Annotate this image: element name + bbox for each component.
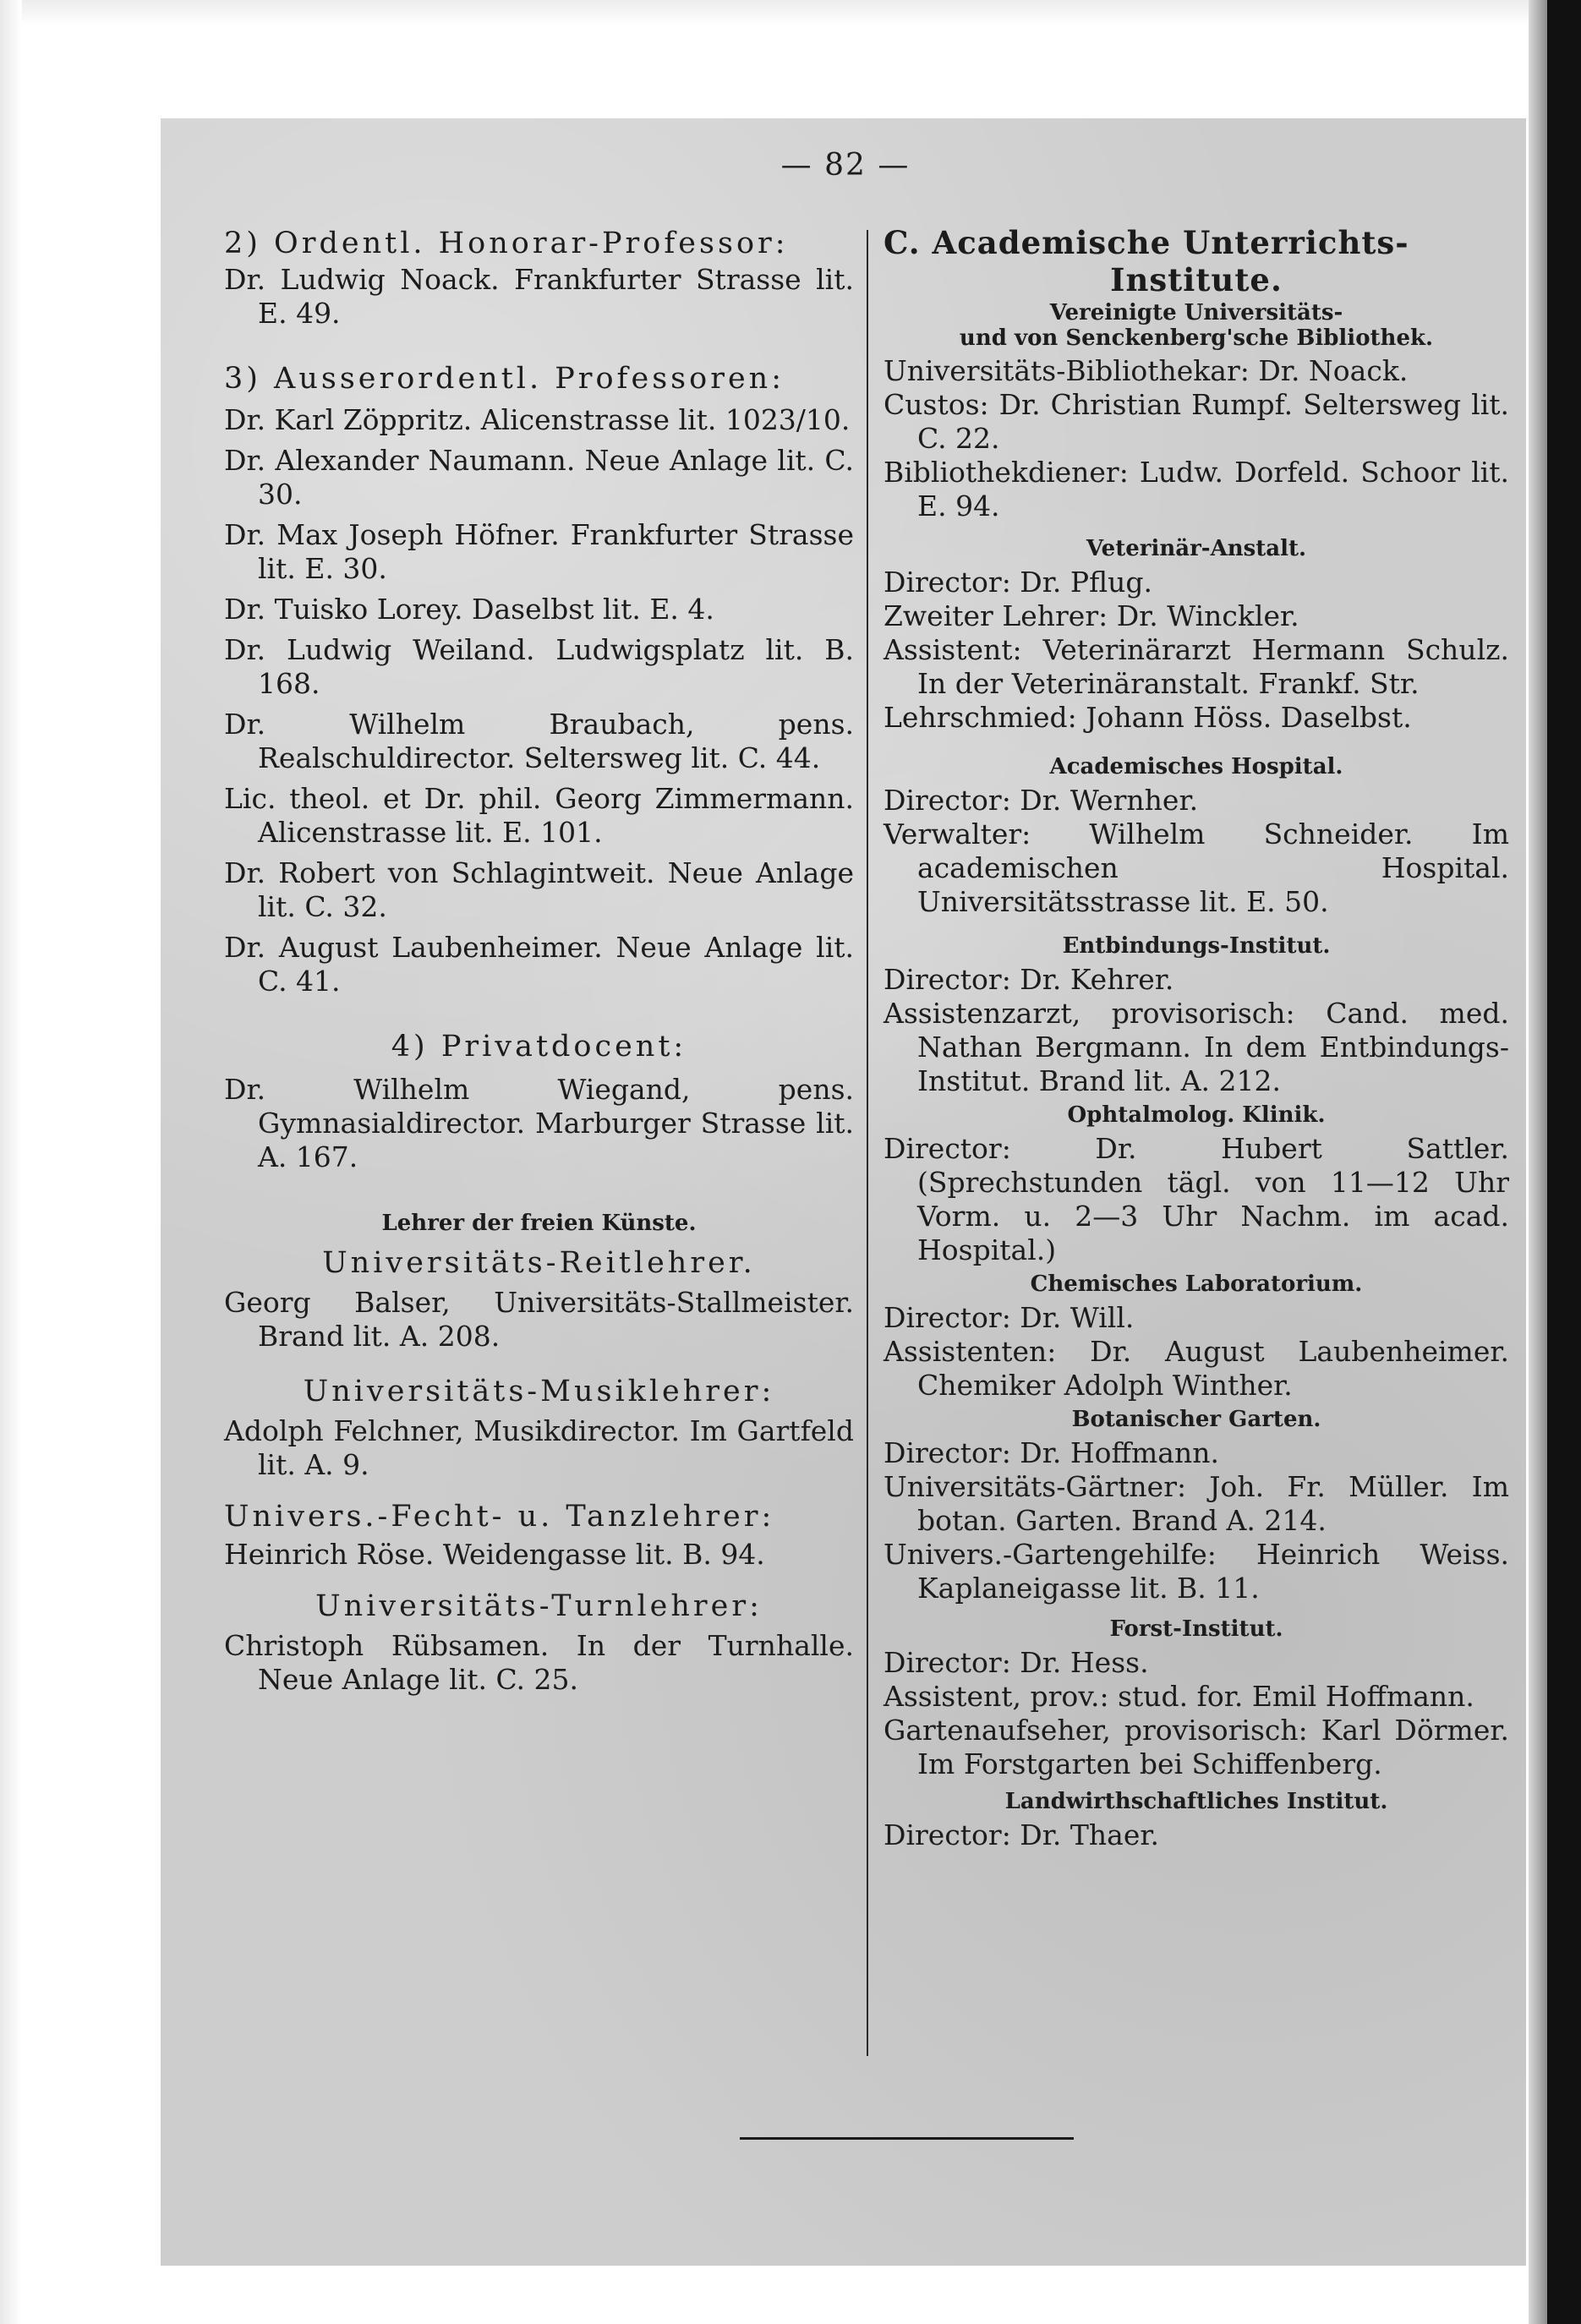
entry: Director: Dr. Pflug.: [884, 566, 1152, 599]
entry: Assistenzarzt, provisorisch: Cand. med. Nathan Bergmann. In dem Entbindungs-Institut. Brand lit. A. 212.: [884, 997, 1509, 1097]
entry: Dr. Tuisko Lorey. Daselbst lit. E. 4.: [224, 593, 714, 626]
veterinary-list: [884, 566, 1509, 735]
section-extraordinary-professors-heading: 3) Ausserordentl. Professoren:: [224, 362, 785, 396]
entry: Dr. Alexander Naumann. Neue Anlage lit. C. 30.: [224, 444, 854, 511]
entry: Dr. Ludwig Weiland. Ludwigsplatz lit. B. 168.: [224, 633, 854, 700]
entry: Assistenten: Dr. August Laubenheimer. Chemiker Adolph Winther.: [884, 1335, 1509, 1402]
entry: Zweiter Lehrer: Dr. Winckler.: [884, 599, 1299, 632]
entry: Assistent, prov.: stud. for. Emil Hoffmann.: [884, 1680, 1474, 1713]
book-edge: [1547, 0, 1581, 2324]
right-column: [884, 224, 1509, 1852]
entry: Univers.-Gartengehilfe: Heinrich Weiss. Kaplaneigasse lit. B. 11.: [884, 1538, 1509, 1605]
forestry-institute-heading: Forst-Institut.: [1109, 1616, 1283, 1642]
entry: Lehrschmied: Johann Höss. Daselbst.: [884, 701, 1412, 734]
entry: Heinrich Röse. Weidengasse lit. B. 94.: [224, 1538, 765, 1571]
riding-teacher-list: [224, 1286, 854, 1353]
gymnastics-teacher-heading: Universitäts-Turnlehrer:: [315, 1589, 763, 1623]
entry: Dr. Max Joseph Höfner. Frankfurter Strasse lit. E. 30.: [224, 518, 854, 585]
music-teacher-list: [224, 1414, 854, 1482]
scan-top-margin: [0, 0, 1529, 25]
institutes-heading-line2: Institute.: [1110, 261, 1283, 298]
maternity-heading: Entbindungs-Institut.: [1062, 933, 1331, 959]
entry: Dr. Wilhelm Braubach, pens. Realschuldirector. Seltersweg lit. C. 44.: [224, 708, 854, 774]
agriculture-institute-list: [884, 1818, 1509, 1852]
fencing-dance-teacher-heading: Univers.-Fecht- u. Tanzlehrer:: [224, 1500, 775, 1534]
agriculture-institute-heading: Landwirthschaftliches Institut.: [1004, 1789, 1388, 1814]
entry: Universitäts-Gärtner: Joh. Fr. Müller. Im botan. Garten. Brand A. 214.: [884, 1470, 1509, 1537]
forestry-institute-list: [884, 1646, 1509, 1781]
section-honorary-professor-heading: 2) Ordentl. Honorar-Professor:: [224, 227, 789, 260]
entry: Assistent: Veterinärarzt Hermann Schulz. In der Veterinäranstalt. Frankf. Str.: [884, 633, 1509, 700]
library-list: [884, 354, 1509, 523]
library-heading-line1: Vereinigte Universitäts-: [1049, 300, 1343, 325]
botanical-garden-heading: Botanischer Garten.: [1071, 1407, 1321, 1432]
library-heading-line2: und von Senckenberg'sche Bibliothek.: [959, 325, 1434, 351]
entry: Dr. Karl Zöppritz. Alicenstrasse lit. 1023/10.: [224, 403, 851, 436]
book-edge-shadow: [1529, 0, 1547, 2324]
institutes-heading-line1: C. Academische Unterrichts-: [884, 224, 1409, 261]
entry: Director: Dr. Thaer.: [884, 1818, 1160, 1851]
gymnastics-teacher-list: [224, 1629, 854, 1697]
hospital-heading: Academisches Hospital.: [1049, 754, 1343, 779]
arts-teachers-heading: Lehrer der freien Künste.: [381, 1211, 697, 1236]
section-privatdocent-heading: 4) Privatdocent:: [391, 1030, 687, 1064]
botanical-garden-list: [884, 1436, 1509, 1605]
page-number: — 82 —: [780, 148, 911, 183]
entry: Dr. Robert von Schlagintweit. Neue Anlage lit. C. 32.: [224, 856, 854, 923]
entry: Director: Dr. Wernher.: [884, 784, 1199, 817]
eye-clinic-list: [884, 1132, 1509, 1267]
veterinary-heading: Veterinär-Anstalt.: [1086, 536, 1307, 561]
footer-rule: [740, 2137, 1074, 2140]
eye-clinic-heading: Ophtalmolog. Klinik.: [1067, 1102, 1326, 1128]
entry: Dr. Wilhelm Wiegand, pens. Gymnasialdirector. Marburger Strasse lit. A. 167.: [224, 1073, 854, 1173]
entry: Director: Dr. Hubert Sattler. (Sprechstunden tägl. von 11—12 Uhr Vorm. u. 2—3 Uhr Nachm. im acad. Hospital.): [884, 1132, 1509, 1266]
scan-left-margin: [0, 0, 22, 2324]
entry: Bibliothekdiener: Ludw. Dorfeld. Schoor lit. E. 94.: [884, 456, 1509, 522]
honorary-professor-list: [224, 263, 854, 331]
chemistry-lab-heading: Chemisches Laboratorium.: [1030, 1271, 1363, 1297]
entry: Custos: Dr. Christian Rumpf. Seltersweg lit. C. 22.: [884, 388, 1509, 455]
maternity-list: [884, 963, 1509, 1098]
hospital-list: [884, 784, 1509, 919]
entry: Dr. Ludwig Noack. Frankfurter Strasse lit. E. 49.: [224, 263, 854, 330]
entry: Lic. theol. et Dr. phil. Georg Zimmermann. Alicenstrasse lit. E. 101.: [224, 782, 854, 849]
entry: Director: Dr. Kehrer.: [884, 963, 1174, 996]
entry: Director: Dr. Will.: [884, 1301, 1135, 1334]
column-divider: [867, 230, 868, 2056]
entry: Dr. August Laubenheimer. Neue Anlage lit. C. 41.: [224, 931, 854, 998]
extraordinary-professors-list: [224, 403, 854, 998]
music-teacher-heading: Universitäts-Musiklehrer:: [303, 1375, 775, 1408]
entry: Verwalter: Wilhelm Schneider. Im academischen Hospital. Universitätsstrasse lit. E. 50.: [884, 818, 1509, 918]
left-column: [224, 224, 854, 1697]
fencing-dance-teacher-list: [224, 1538, 854, 1572]
privatdocent-list: [224, 1073, 854, 1174]
entry: Universitäts-Bibliothekar: Dr. Noack.: [884, 354, 1409, 387]
entry: Director: Dr. Hoffmann.: [884, 1436, 1219, 1469]
chemistry-lab-list: [884, 1301, 1509, 1403]
entry: Director: Dr. Hess.: [884, 1646, 1149, 1679]
entry: Gartenaufseher, provisorisch: Karl Dörmer. Im Forstgarten bei Schiffenberg.: [884, 1714, 1509, 1780]
entry: Georg Balser, Universitäts-Stallmeister. Brand lit. A. 208.: [224, 1286, 854, 1353]
riding-teacher-heading: Universitäts-Reitlehrer.: [322, 1246, 756, 1280]
entry: Christoph Rübsamen. In der Turnhalle. Neue Anlage lit. C. 25.: [224, 1629, 854, 1696]
entry: Adolph Felchner, Musikdirector. Im Gartfeld lit. A. 9.: [224, 1414, 854, 1481]
